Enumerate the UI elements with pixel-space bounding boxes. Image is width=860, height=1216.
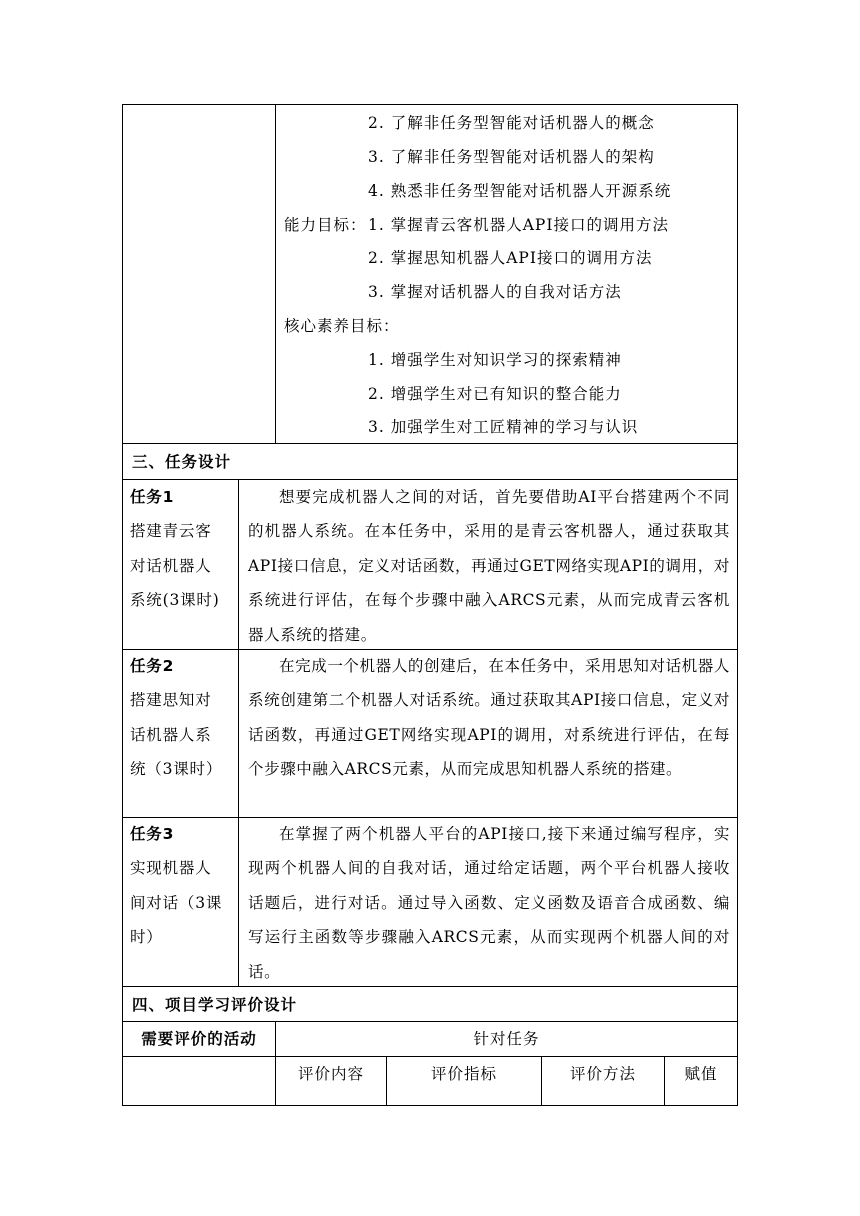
activity-header: 需要评价的活动	[141, 1030, 257, 1048]
task-label	[130, 480, 238, 618]
task-title: 任务2	[130, 657, 175, 675]
knowledge-item: 4. 熟悉非任务型智能对话机器人开源系统	[368, 182, 672, 200]
ability-item: 3. 掌握对话机器人的自我对话方法	[368, 283, 622, 301]
core-item: 1. 增强学生对知识学习的探索精神	[368, 351, 622, 369]
row-divider	[122, 443, 738, 444]
section-heading-evaluation: 四、项目学习评价设计	[132, 996, 298, 1014]
ability-label: 能力目标：	[284, 216, 367, 234]
section-heading-task-design: 三、任务设计	[132, 453, 232, 471]
task-name-line: 间对话（3课	[130, 893, 223, 912]
target-header: 针对任务	[473, 1030, 540, 1048]
column-header: 评价方法	[569, 1065, 636, 1083]
task-name-line: 搭建思知对	[130, 691, 212, 710]
task-name-line: 统（3课时）	[130, 760, 223, 779]
core-item: 3. 加强学生对工匠精神的学习与认识	[368, 418, 639, 436]
table-right-border	[737, 104, 738, 1106]
row-divider	[122, 1021, 738, 1022]
task-description: 想要完成机器人之间的对话，首先要借助AI平台搭建两个不同的机器人系统。在本任务中，采用的是青云客机器人，通过获取其API接口信息，定义对话函数，再通过GET网络实现API的调用，对系统进行评估，在每个步骤中融入ARCS元素，从而完成青云客机器人系统的搭建。	[248, 488, 730, 644]
ability-item: 2. 掌握思知机器人API接口的调用方法	[368, 249, 653, 267]
table-left-border	[122, 104, 123, 1106]
task-title: 任务3	[130, 825, 175, 843]
task-name-line: 话机器人系	[130, 725, 212, 744]
task-name-line: 搭建青云客	[130, 522, 212, 541]
task-name-line: 对话机器人	[130, 556, 212, 575]
task-label	[130, 649, 238, 787]
task-description: 在完成一个机器人的创建后，在本任务中，采用思知对话机器人系统创建第二个机器人对话系统。通过获取其API接口信息，定义对话函数，再通过GET网络实现API的调用，对系统进行评估，在每个步骤中融入ARCS元素，从而完成思知机器人系统的搭建。	[248, 657, 730, 779]
column-header: 评价指标	[430, 1065, 497, 1083]
core-item: 2. 增强学生对已有知识的整合能力	[368, 385, 622, 403]
task-name-line: 系统(3课时)	[130, 591, 220, 610]
task-description: 在掌握了两个机器人平台的API接口,接下来通过编写程序，实现两个机器人间的自我对话，通过给定话题，两个平台机器人接收话题后，进行对话。通过导入函数、定义函数及语音合成函数、编写运行主函数等步骤融入ARCS元素，从而实现两个机器人间的对话。	[248, 825, 730, 981]
core-label: 核心素养目标：	[284, 317, 400, 335]
table-bottom-border	[122, 1105, 738, 1106]
knowledge-item: 3. 了解非任务型智能对话机器人的架构	[368, 148, 655, 166]
task-name-line: 实现机器人	[130, 859, 212, 878]
objectives-column-divider	[275, 104, 276, 443]
column-header: 赋值	[684, 1065, 718, 1083]
task-name-line: 时）	[130, 928, 163, 947]
task-label	[130, 817, 238, 955]
ability-item: 1. 掌握青云客机器人API接口的调用方法	[368, 216, 669, 234]
column-header: 评价内容	[297, 1065, 364, 1083]
row-divider	[122, 1056, 738, 1057]
table-top-border	[122, 104, 738, 105]
task-title: 任务1	[130, 488, 175, 506]
knowledge-item: 2. 了解非任务型智能对话机器人的概念	[368, 114, 655, 132]
task-column-divider	[238, 479, 239, 986]
